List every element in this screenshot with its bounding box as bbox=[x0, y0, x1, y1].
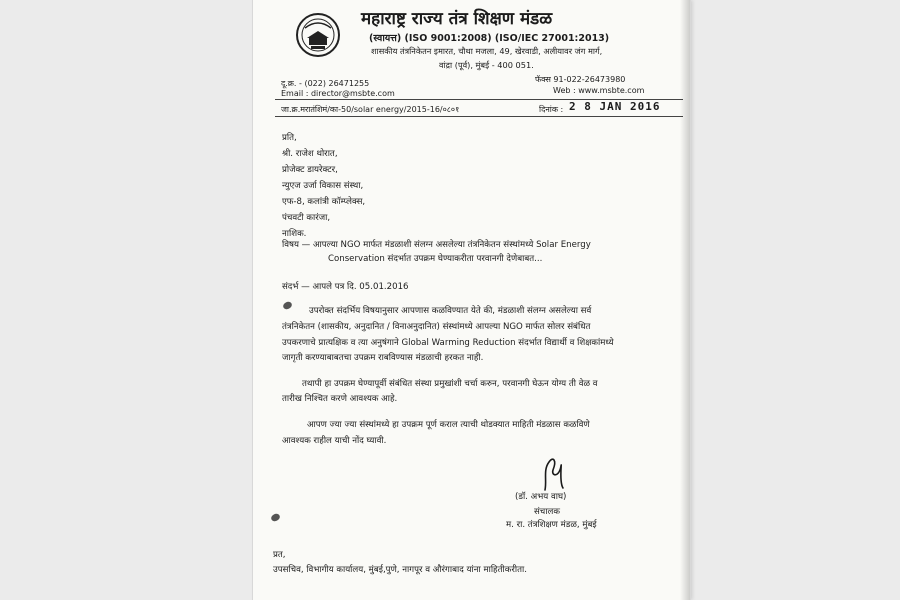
copy-recipients: उपसचिव, विभागीय कार्यालय, मुंबई,पुणे, नागपूर व औरंगाबाद यांना माहितीकरीता. bbox=[273, 565, 527, 575]
ink-blot bbox=[282, 300, 293, 310]
letter-page bbox=[253, 0, 690, 600]
signatory-designation: संचालक bbox=[534, 507, 560, 517]
date-stamp: 2 8 JAN 2016 bbox=[569, 100, 661, 113]
date-label: दिनांक : bbox=[539, 105, 564, 114]
handwritten-signature bbox=[539, 452, 569, 494]
ink-blot bbox=[270, 512, 281, 522]
organization-name: महाराष्ट्र राज्य तंत्र शिक्षण मंडळ bbox=[361, 9, 553, 29]
reference-line: संदर्भ — आपले पत्र दि. 05.01.2016 bbox=[282, 282, 409, 292]
recipient-line: श्री. राजेश थोरात, bbox=[282, 149, 338, 159]
paragraph-line: जागृती करण्याबाबतचा उपक्रम राबविण्यास मंडळाची हरकत नाही. bbox=[282, 353, 484, 363]
recipient-line: न्युएज उर्जा विकास संस्था, bbox=[282, 181, 364, 191]
recipient-line: पंचवटी कारंजा, bbox=[282, 213, 331, 223]
paragraph-line: तारीख निश्चित करणे आवश्यक आहे. bbox=[282, 394, 398, 404]
subject-line-1: विषय — आपल्या NGO मार्फत मंडळाशी संलग्न असलेल्या तंत्रनिकेतन संस्थांमध्ये Solar Energy bbox=[282, 240, 591, 250]
recipient-line: एफ-8, कलांत्री कॉम्प्लेक्स, bbox=[282, 197, 366, 207]
paragraph-line: तथापी हा उपक्रम घेण्यापूर्वी संबंधित संस्था प्रमुखांशी चर्चा करुन, परवानगी घेऊन योग्य ती वेळ व bbox=[302, 379, 598, 389]
paragraph-line: उपकरणाचे प्रात्यक्षिक व त्या अनुषंगाने Global Warming Reduction संदर्भात विद्यार्थी व शिक्षकांमध्ये bbox=[282, 338, 614, 348]
paragraph-line: तंत्रनिकेतन (शासकीय, अनुदानित / विनाअनुदानित) संस्थांमध्ये आपल्या NGO मार्फत सोलर संबंधित bbox=[282, 322, 591, 332]
signatory-office: म. रा. तंत्रशिक्षण मंडळ, मुंबई bbox=[506, 520, 597, 530]
recipient-line: प्रोजेक्ट डायरेक्टर, bbox=[282, 165, 338, 175]
reference-number: जा.क्र.मरातंशिमं/का-50/solar energy/2015-16/०८०१ bbox=[281, 105, 460, 114]
reference-divider bbox=[275, 116, 683, 117]
msbte-logo-emblem bbox=[295, 12, 341, 58]
paragraph-line: उपरोक्त संदर्भिय विषयानुसार आपणास कळविण्यात येते की, मंडळाशी संलग्न असलेल्या सर्व bbox=[309, 306, 592, 316]
web-address: Web : www.msbte.com bbox=[553, 86, 645, 95]
paragraph-line: आपण ज्या ज्या संस्थांमध्ये हा उपक्रम पूर्ण कराल त्याची थोडक्यात माहिती मंडळास कळविणे bbox=[307, 420, 590, 430]
recipient-line: नाशिक. bbox=[282, 229, 307, 239]
address-line-1: शासकीय तंत्रनिकेतन इमारत, चौथा मजला, 49, खेरवाडी, अलीयावर जंग मार्ग, bbox=[371, 46, 603, 56]
phone-number: दू.क्र. - (022) 26471255 bbox=[281, 79, 370, 88]
address-line-2: वांद्रा (पूर्व), मुंबई - 400 051. bbox=[439, 60, 534, 70]
fax-number: फॅक्स 91-022-26473980 bbox=[535, 75, 626, 84]
paragraph-line: आवश्यक राहील याची नोंद घ्यावी. bbox=[282, 436, 387, 446]
page-edge-shadow bbox=[680, 0, 690, 600]
email-address: Email : director@msbte.com bbox=[281, 89, 395, 98]
recipient-line: प्रति, bbox=[282, 133, 297, 143]
subject-line-2: Conservation संदर्भात उपक्रम घेण्याकरीता परवानगी देणेबाबत... bbox=[328, 254, 543, 264]
iso-certification-line: (स्वायत्त) (ISO 9001:2008) (ISO/IEC 27001:2013) bbox=[369, 33, 610, 44]
signatory-name: (डॉ. अभय वाघ) bbox=[515, 492, 567, 502]
copy-label: प्रत, bbox=[273, 550, 286, 560]
